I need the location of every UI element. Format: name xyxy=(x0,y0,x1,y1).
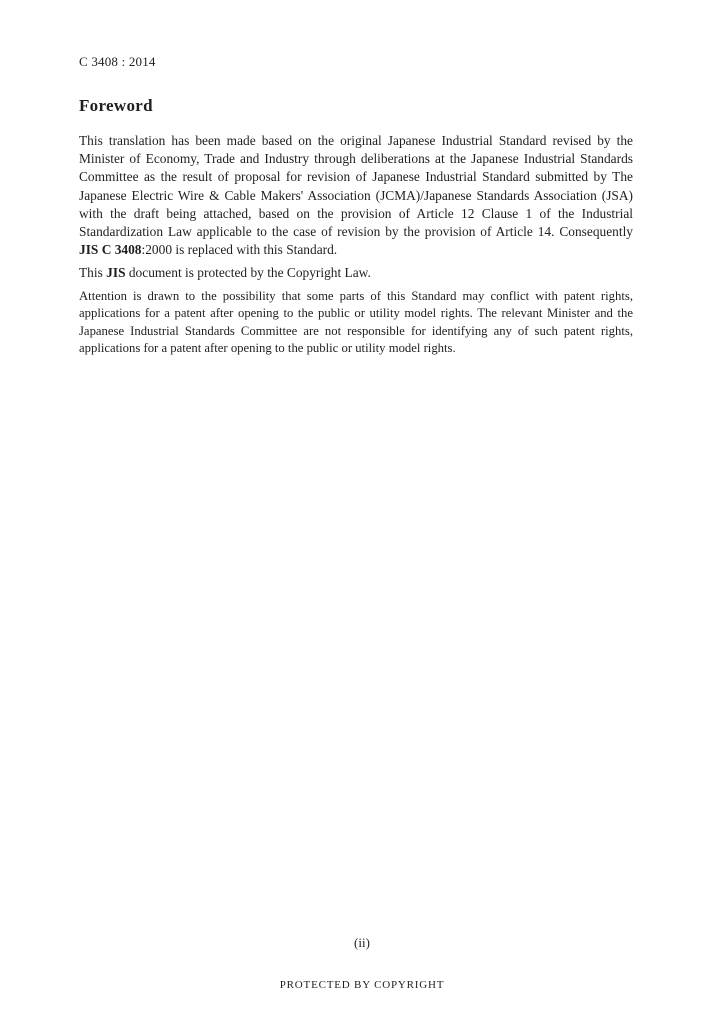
section-title: Foreword xyxy=(79,96,153,115)
paragraph-suffix: document is protected by the Copyright Law. xyxy=(125,265,371,281)
paragraph-text-tail: is replaced with this Standard. xyxy=(172,242,338,258)
jis-label: JIS xyxy=(106,265,126,281)
page-number: (ii) xyxy=(354,935,370,950)
foreword-body xyxy=(79,132,633,358)
foreword-paragraph-3: Attention is drawn to the possibility that some parts of this Standard may conflict with patent rights, applications for a patent after opening to the public or utility model rights. The relevant Minister and the Japanese Industrial Standards Committee are not responsible for identifying any of such patent rights, applications for a patent after opening to the public or utility model rights. xyxy=(79,288,633,356)
standard-reference-year: :2000 xyxy=(141,242,173,258)
foreword-paragraph-2 xyxy=(79,264,633,282)
document-id: C 3408 : 2014 xyxy=(79,54,156,69)
paragraph-text: This translation has been made based on the original Japanese Industrial Standard revised by the Minister of Economy, Trade and Industry through deliberations at the Japanese Industrial Standards Committee as the result of proposal for revision of Japanese Industrial Standard submitted by The Japanese Electric Wire & Cable Makers' Association (JCMA)/Japanese Standards Association (JSA) with the draft being attached, based on the provision of Article 12 Clause 1 of the Industrial Standardization Law applicable to the case of revision by the provision of Article 14. Consequently xyxy=(79,133,633,240)
standard-reference: JIS C 3408 xyxy=(79,242,142,258)
foreword-paragraph-1 xyxy=(79,132,633,259)
paragraph-prefix: This xyxy=(79,265,107,281)
copyright-notice: PROTECTED BY COPYRIGHT xyxy=(279,979,445,991)
